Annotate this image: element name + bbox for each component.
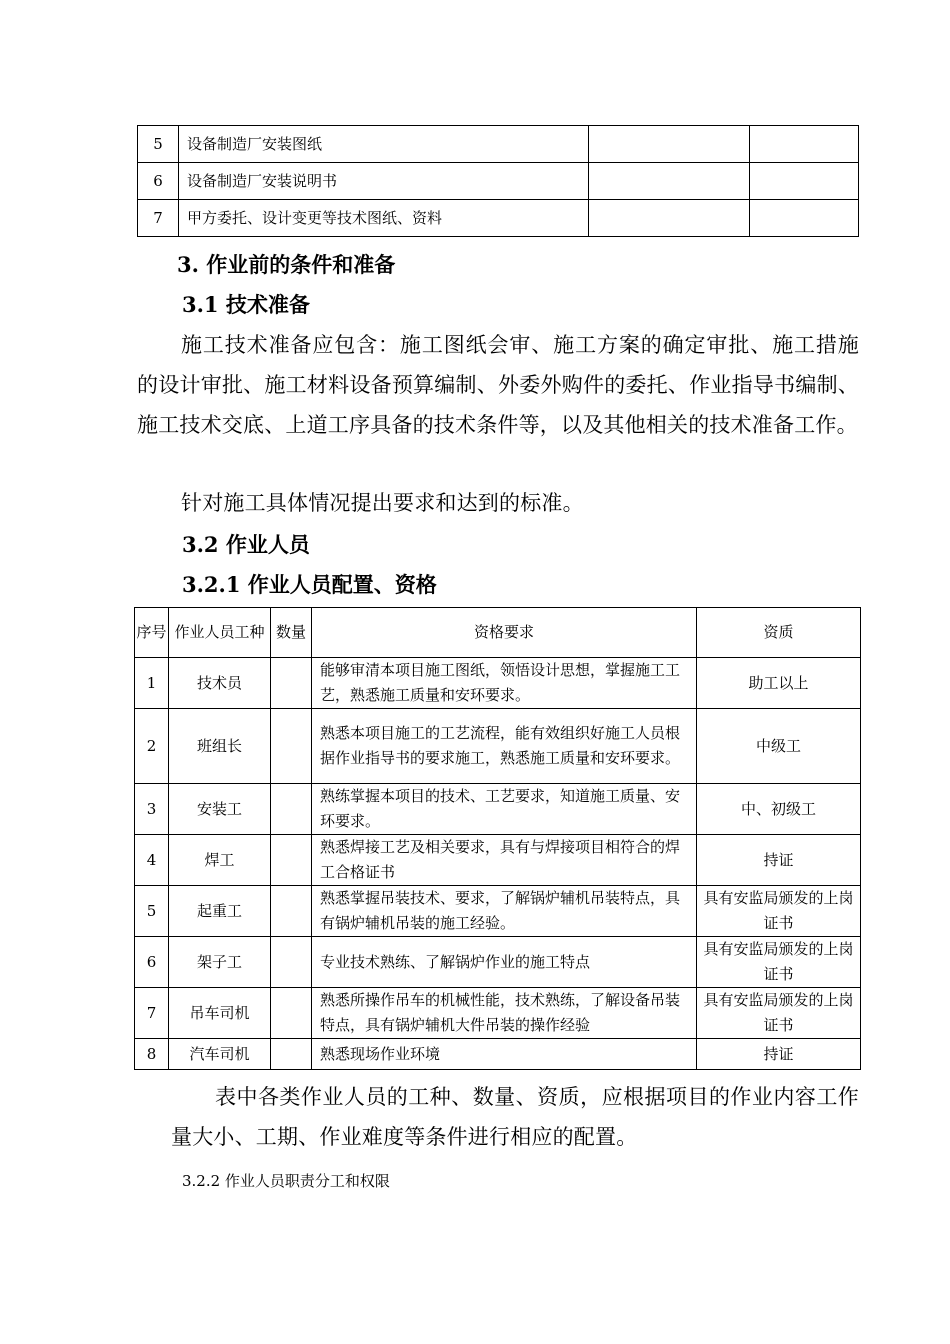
table-row [135, 784, 861, 835]
empty-cell [589, 126, 750, 163]
table-row [138, 126, 859, 163]
document-name: 设备制造厂安装说明书 [179, 163, 589, 200]
table-row [138, 200, 859, 237]
section-3-2-1-heading: 3.2.1 作业人员配置、资格 [182, 572, 437, 597]
quantity [271, 1039, 312, 1070]
worker-type: 架子工 [169, 937, 271, 988]
requirements: 熟悉现场作业环境 [312, 1039, 697, 1070]
header-no: 序号 [135, 608, 169, 658]
technical-preparation-paragraph: 施工技术准备应包含：施工图纸会审、施工方案的确定审批、施工措施的设计审批、施工材料设备预算编制、外委外购件的委托、作业指导书编制、施工技术交底、上道工序具备的技术条件等，以及其他相关的技术准备工作。 [137, 333, 859, 437]
worker-type: 安装工 [169, 784, 271, 835]
requirements: 熟悉焊接工艺及相关要求，具有与焊接项目相符合的焊工合格证书 [312, 835, 697, 886]
table-header-row [135, 608, 861, 658]
header-quantity: 数量 [271, 608, 312, 658]
requirements-paragraph: 针对施工具体情况提出要求和达到的标准。 [181, 491, 584, 515]
qualification: 中级工 [697, 709, 861, 784]
qualification: 具有安监局颁发的上岗证书 [697, 886, 861, 937]
row-number: 3 [135, 784, 169, 835]
row-number: 5 [135, 886, 169, 937]
empty-cell [750, 200, 859, 237]
document-list-table [137, 125, 859, 237]
qualification: 助工以上 [697, 658, 861, 709]
empty-cell [750, 163, 859, 200]
row-number: 5 [138, 126, 179, 163]
section-3-heading: 3. 作业前的条件和准备 [177, 252, 396, 277]
table-row [135, 886, 861, 937]
quantity [271, 658, 312, 709]
quantity [271, 937, 312, 988]
row-number: 6 [138, 163, 179, 200]
qualification: 持证 [697, 1039, 861, 1070]
row-number: 8 [135, 1039, 169, 1070]
qualification: 持证 [697, 835, 861, 886]
section-3-1-heading: 3.1 技术准备 [182, 292, 310, 317]
worker-type: 起重工 [169, 886, 271, 937]
row-number: 1 [135, 658, 169, 709]
requirements: 专业技术熟练、了解锅炉作业的施工特点 [312, 937, 697, 988]
table-row [135, 709, 861, 784]
row-number: 6 [135, 937, 169, 988]
row-number: 2 [135, 709, 169, 784]
row-number: 7 [135, 988, 169, 1039]
empty-cell [589, 200, 750, 237]
header-qualification: 资质 [697, 608, 861, 658]
requirements: 熟悉掌握吊装技术、要求，了解锅炉辅机吊装特点，具有锅炉辅机吊装的施工经验。 [312, 886, 697, 937]
staff-qualification-table [134, 607, 861, 1070]
row-number: 4 [135, 835, 169, 886]
header-requirements: 资格要求 [312, 608, 697, 658]
table-row [135, 658, 861, 709]
header-worker-type: 作业人员工种 [169, 608, 271, 658]
table-row [135, 988, 861, 1039]
quantity [271, 886, 312, 937]
quantity [271, 835, 312, 886]
document-name: 甲方委托、设计变更等技术图纸、资料 [179, 200, 589, 237]
qualification: 中、初级工 [697, 784, 861, 835]
table-row [135, 937, 861, 988]
requirements: 熟悉本项目施工的工艺流程，能有效组织好施工人员根据作业指导书的要求施工，熟悉施工质量和安环要求。 [312, 709, 697, 784]
quantity [271, 709, 312, 784]
worker-type: 汽车司机 [169, 1039, 271, 1070]
table-row [135, 1039, 861, 1070]
section-3-2-2-heading: 3.2.2 作业人员职责分工和权限 [182, 1172, 390, 1190]
staffing-note-paragraph: 表中各类作业人员的工种、数量、资质，应根据项目的作业内容工作量大小、工期、作业难度等条件进行相应的配置。 [171, 1085, 859, 1149]
requirements: 熟练掌握本项目的技术、工艺要求，知道施工质量、安环要求。 [312, 784, 697, 835]
row-number: 7 [138, 200, 179, 237]
table-row [138, 163, 859, 200]
requirements: 能够审清本项目施工图纸，领悟设计思想，掌握施工工艺，熟悉施工质量和安环要求。 [312, 658, 697, 709]
quantity [271, 988, 312, 1039]
worker-type: 班组长 [169, 709, 271, 784]
document-name: 设备制造厂安装图纸 [179, 126, 589, 163]
worker-type: 技术员 [169, 658, 271, 709]
worker-type: 焊工 [169, 835, 271, 886]
quantity [271, 784, 312, 835]
worker-type: 吊车司机 [169, 988, 271, 1039]
requirements: 熟悉所操作吊车的机械性能，技术熟练，了解设备吊装特点，具有锅炉辅机大件吊装的操作经验 [312, 988, 697, 1039]
empty-cell [750, 126, 859, 163]
qualification: 具有安监局颁发的上岗证书 [697, 988, 861, 1039]
section-3-2-heading: 3.2 作业人员 [182, 532, 310, 557]
empty-cell [589, 163, 750, 200]
qualification: 具有安监局颁发的上岗证书 [697, 937, 861, 988]
table-row [135, 835, 861, 886]
